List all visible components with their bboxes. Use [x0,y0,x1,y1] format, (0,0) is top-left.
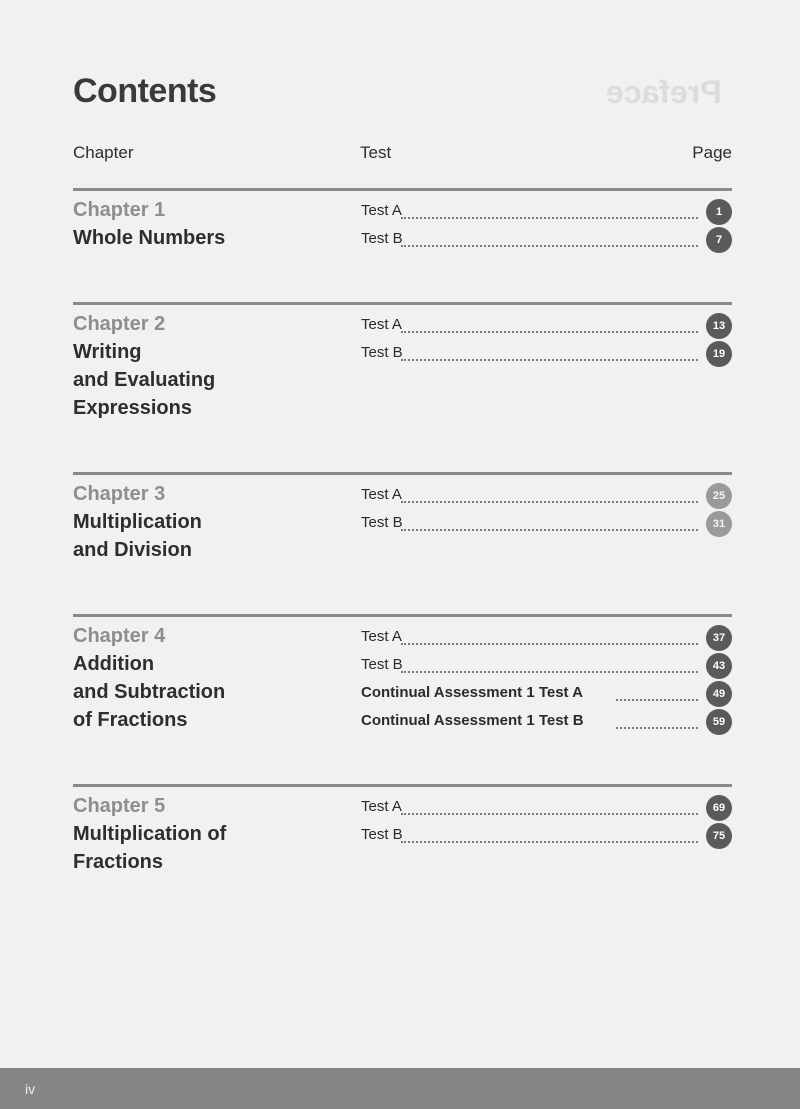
chapter-number: Chapter 4 [73,625,166,647]
dot-leader [401,813,698,815]
page-number-badge: 49 [706,681,732,707]
entry-label: Test A [361,628,405,645]
bleed-through-title: Preface [606,74,722,110]
chapter-name-line: and Evaluating [73,369,216,391]
toc-entry[interactable] [361,312,732,340]
chapter-name-line: Writing [73,341,142,363]
toc-entry[interactable] [361,226,732,254]
chapter-section-2 [73,310,732,422]
page-title: Contents [73,72,217,110]
dot-leader [401,671,698,673]
dot-leader [401,529,698,531]
header-chapter: Chapter [73,143,134,162]
chapter-number: Chapter 5 [73,795,166,817]
chapter-name-line: Multiplication of [73,823,227,845]
entry-label: Test B [361,344,406,361]
chapter-name-line: Fractions [73,851,164,873]
contents-header [73,143,732,167]
page-number-badge: 19 [706,341,732,367]
chapter-name-line: Expressions [73,397,192,419]
chapter-name-line: of Fractions [73,709,188,731]
section-divider [73,472,732,475]
toc-entry[interactable] [361,340,732,368]
dot-leader [616,699,698,701]
toc-entry[interactable] [361,680,732,708]
chapter-name-line: Whole Numbers [73,227,226,249]
toc-entry[interactable] [361,482,732,510]
entry-label: Test B [361,656,406,673]
chapter-section-5 [73,792,732,876]
chapter-number: Chapter 2 [73,313,166,335]
dot-leader [401,217,698,219]
footer-page-number: iv [25,1081,36,1097]
entry-label: Continual Assessment 1 Test A [361,684,586,701]
dot-leader [401,501,698,503]
page-number-badge: 25 [706,483,732,509]
entry-label: Test B [361,514,406,531]
chapter-number: Chapter 1 [73,199,166,221]
header-test: Test [360,143,392,162]
chapter-section-3 [73,480,732,564]
dot-leader [401,331,698,333]
entry-label: Continual Assessment 1 Test B [361,712,587,729]
toc-entry[interactable] [361,624,732,652]
toc-entry[interactable] [361,652,732,680]
page-number-badge: 59 [706,709,732,735]
dot-leader [401,643,698,645]
dot-leader [401,841,698,843]
page-number-badge: 31 [706,511,732,537]
chapter-name-line: Multiplication [73,511,202,533]
toc-entry[interactable] [361,822,732,850]
page-number-badge: 1 [706,199,732,225]
toc-entry[interactable] [361,708,732,736]
entry-label: Test B [361,826,406,843]
section-divider [73,614,732,617]
section-divider [73,188,732,191]
entry-label: Test A [361,202,405,219]
entry-label: Test A [361,486,405,503]
entry-label: Test A [361,798,405,815]
chapter-number: Chapter 3 [73,483,166,505]
toc-entry[interactable] [361,794,732,822]
toc-entry[interactable] [361,510,732,538]
section-divider [73,302,732,305]
page-number-badge: 7 [706,227,732,253]
page-number-badge: 69 [706,795,732,821]
dot-leader [616,727,698,729]
chapter-name-line: and Subtraction [73,681,226,703]
header-page: Page [692,143,732,162]
page-number-badge: 43 [706,653,732,679]
section-divider [73,784,732,787]
toc-entry[interactable] [361,198,732,226]
dot-leader [401,359,698,361]
page-number-badge: 37 [706,625,732,651]
page-number-badge: 13 [706,313,732,339]
page-number-badge: 75 [706,823,732,849]
dot-leader [401,245,698,247]
chapter-section-4 [73,622,732,734]
chapter-section-1 [73,196,732,252]
entry-label: Test A [361,316,405,333]
chapter-name-line: and Division [73,539,192,561]
entry-label: Test B [361,230,406,247]
page-footer [0,1068,800,1109]
chapter-name-line: Addition [73,653,155,675]
